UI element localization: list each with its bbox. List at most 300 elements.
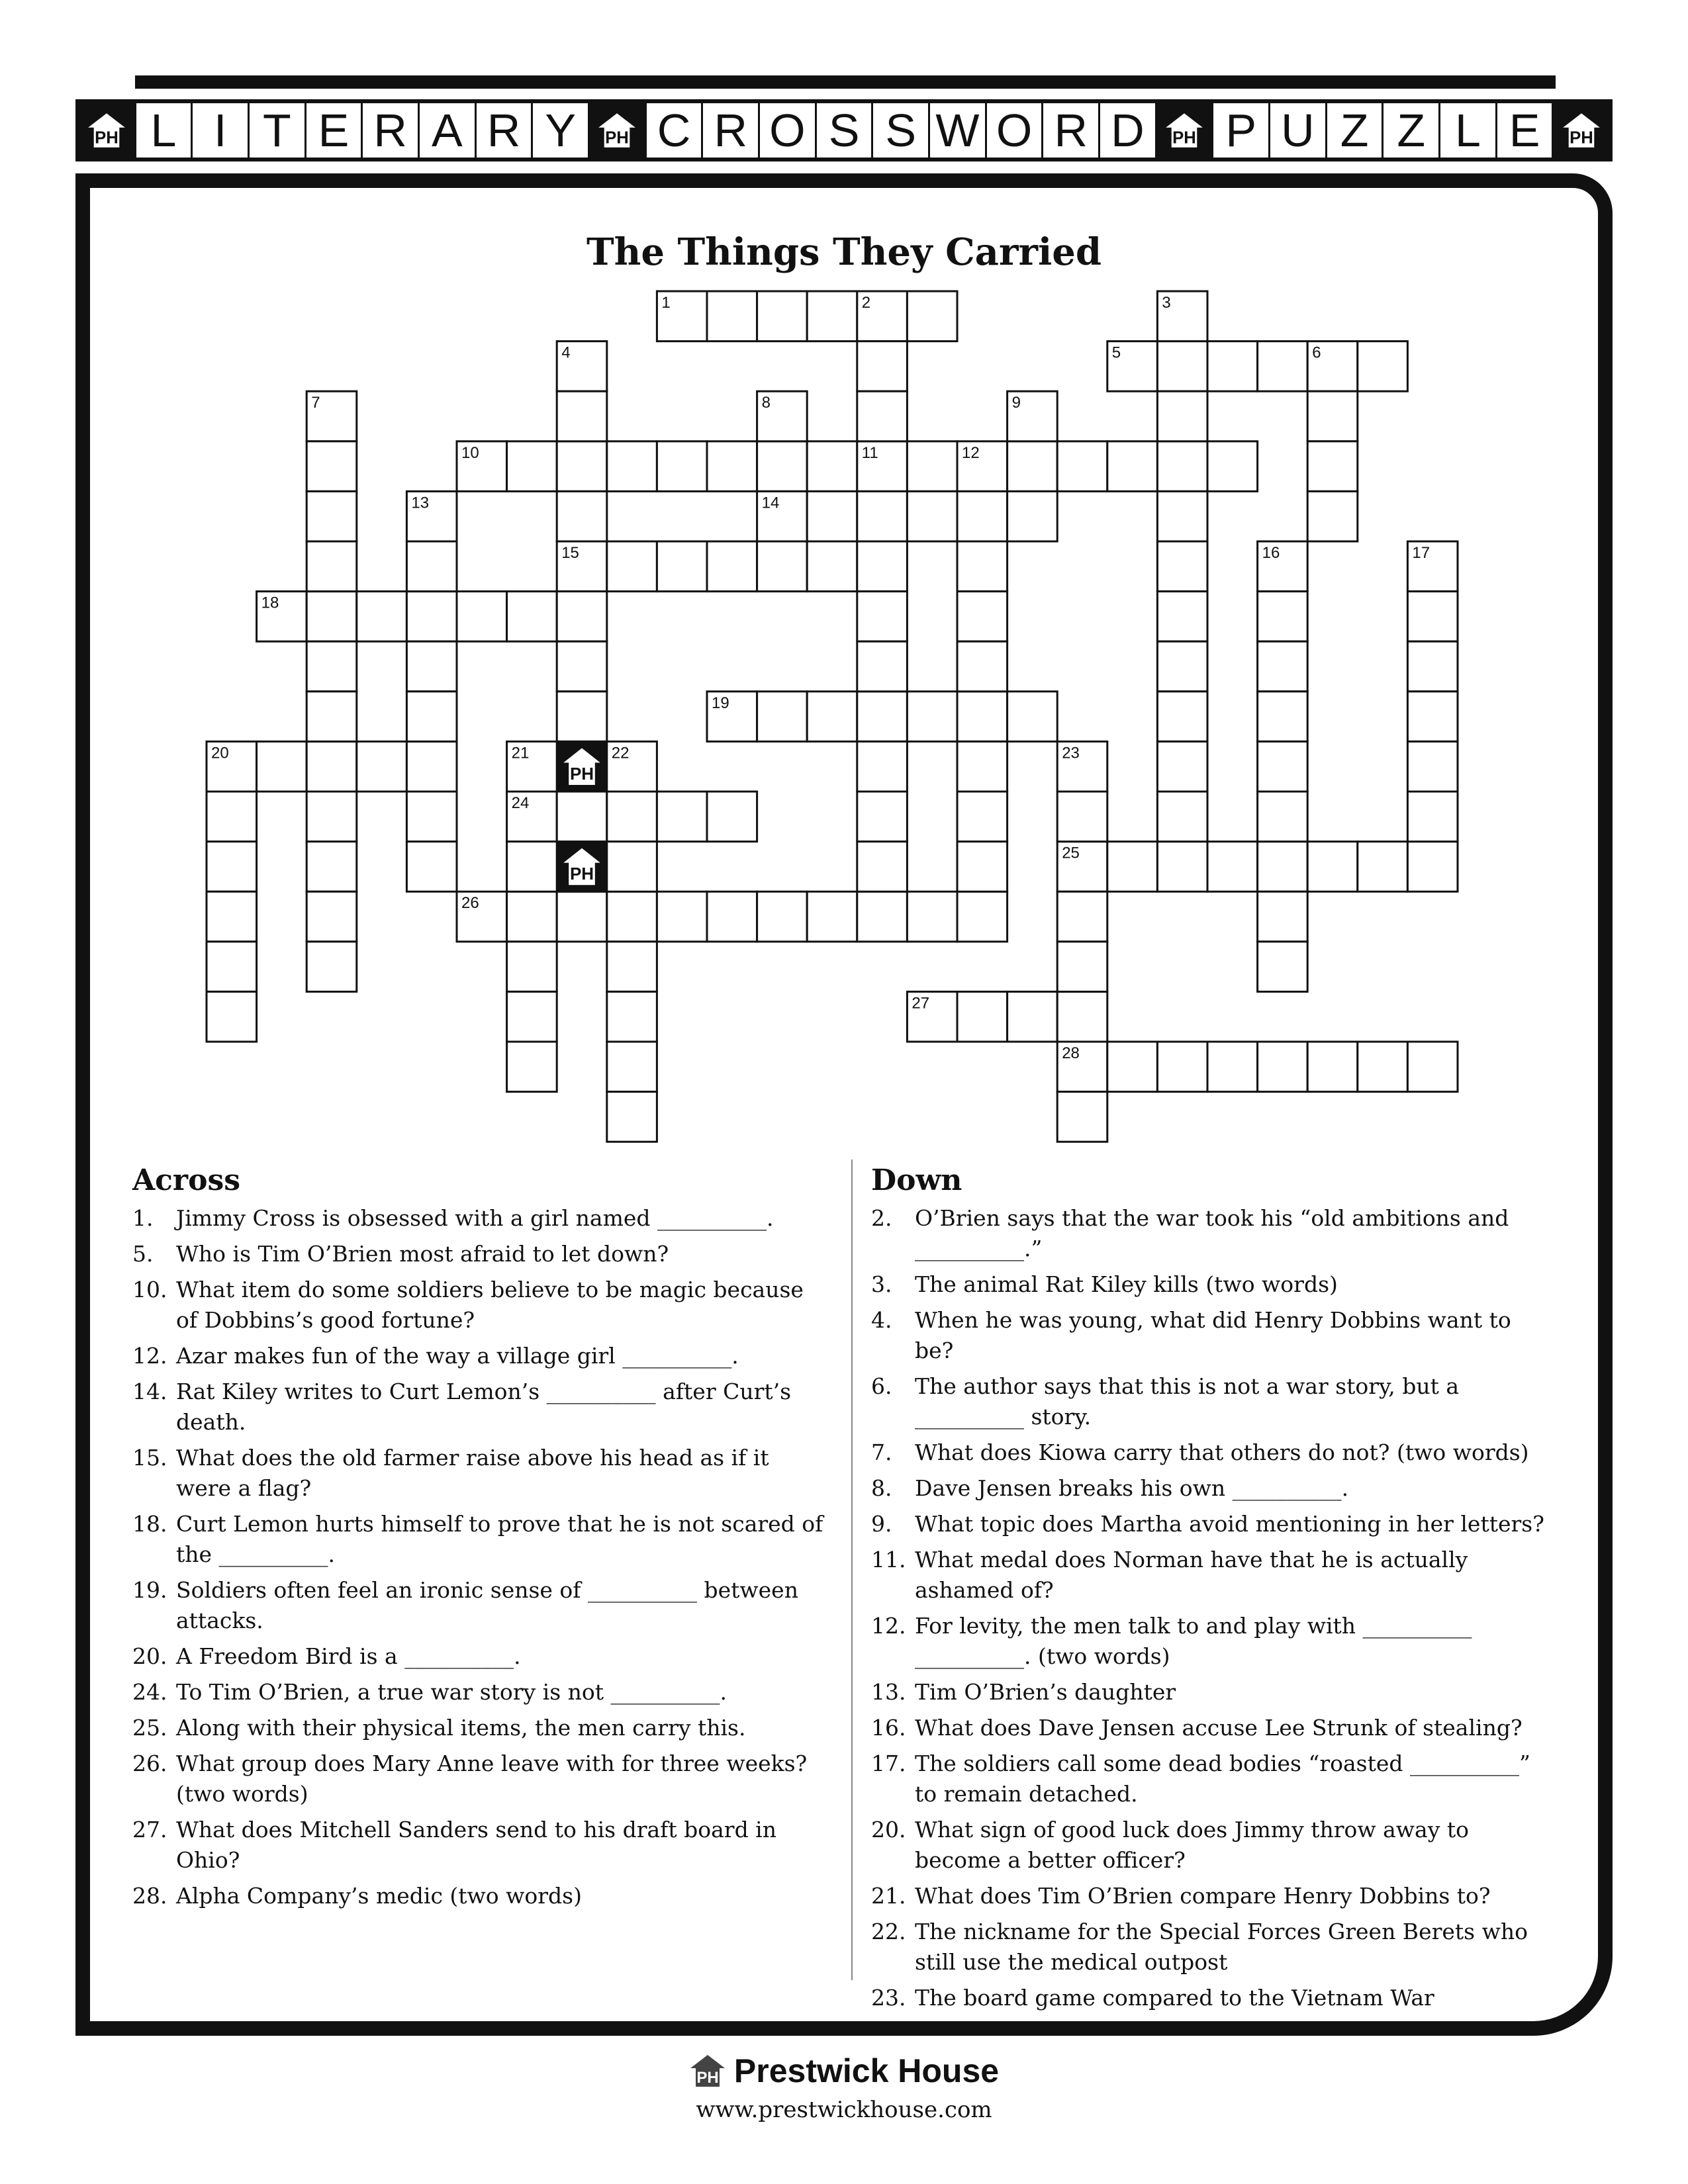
grid-cell[interactable] bbox=[1258, 741, 1308, 792]
clue-text: When he was young, what did Henry Dobbins want to be? bbox=[915, 1307, 1511, 1363]
grid-cell[interactable] bbox=[457, 592, 507, 642]
clue-text: What medal does Norman have that he is actually ashamed of? bbox=[915, 1547, 1468, 1603]
clue-number: 4. bbox=[871, 1307, 892, 1333]
grid-cell[interactable] bbox=[707, 291, 757, 341]
banner-letter: I bbox=[193, 103, 250, 158]
grid-cell[interactable] bbox=[1057, 1092, 1107, 1142]
grid-cell[interactable] bbox=[607, 541, 657, 592]
banner-letter: T bbox=[250, 103, 306, 158]
grid-cell[interactable] bbox=[1407, 592, 1458, 642]
across-clue bbox=[132, 1341, 827, 1371]
clue-number: 28. bbox=[132, 1883, 167, 1909]
grid-cell[interactable] bbox=[1157, 641, 1207, 692]
grid-number: 25 bbox=[1062, 844, 1080, 862]
clue-number: 21. bbox=[871, 1883, 906, 1909]
grid-cell[interactable] bbox=[957, 592, 1008, 642]
grid-cell[interactable] bbox=[707, 541, 757, 592]
grid-cell[interactable] bbox=[306, 541, 357, 592]
grid-number: 24 bbox=[511, 794, 530, 812]
clue-number: 14. bbox=[132, 1379, 167, 1404]
down-clue bbox=[871, 1815, 1553, 1876]
grid-cell[interactable] bbox=[1008, 991, 1058, 1042]
across-clue bbox=[132, 1509, 827, 1570]
grid-cell[interactable] bbox=[757, 541, 808, 592]
clue-text: What topic does Martha avoid mentioning in her letters? bbox=[915, 1511, 1544, 1537]
grid-cell[interactable] bbox=[707, 792, 757, 842]
grid-cell[interactable] bbox=[1307, 391, 1358, 441]
grid-cell[interactable] bbox=[1407, 641, 1458, 692]
clue-text: What does the old farmer raise above his head as if it were a flag? bbox=[176, 1445, 769, 1501]
grid-cell[interactable] bbox=[807, 491, 857, 541]
across-clue bbox=[132, 1641, 827, 1672]
grid-cell[interactable] bbox=[1157, 741, 1207, 792]
grid-cell[interactable] bbox=[557, 891, 607, 942]
clue-number: 5. bbox=[132, 1241, 154, 1267]
grid-cell[interactable] bbox=[1157, 441, 1207, 492]
footer-brand: Prestwick House bbox=[733, 2052, 1000, 2089]
down-clue bbox=[871, 1305, 1553, 1366]
clue-text: To Tim O’Brien, a true war story is not __________. bbox=[176, 1679, 727, 1705]
grid-cell[interactable] bbox=[707, 891, 757, 942]
grid-cell[interactable] bbox=[1157, 692, 1207, 742]
grid-cell[interactable] bbox=[807, 692, 857, 742]
grid-cell[interactable] bbox=[957, 891, 1008, 942]
grid-cell[interactable] bbox=[1407, 692, 1458, 742]
black-logo-square bbox=[557, 842, 607, 892]
across-clue bbox=[132, 1275, 827, 1336]
grid-cell[interactable] bbox=[207, 792, 257, 842]
grid-cell[interactable] bbox=[657, 891, 707, 942]
banner-letter: R bbox=[477, 103, 534, 158]
banner-letter: L bbox=[136, 103, 193, 158]
grid-number: 13 bbox=[411, 494, 430, 512]
grid-cell[interactable] bbox=[1107, 441, 1158, 492]
clue-text: What sign of good luck does Jimmy throw away to become a better officer? bbox=[915, 1817, 1469, 1873]
down-clue bbox=[871, 1881, 1553, 1911]
grid-cell[interactable] bbox=[1157, 842, 1207, 892]
grid-number: 11 bbox=[861, 443, 878, 462]
grid-cell[interactable] bbox=[1008, 491, 1058, 541]
grid-cell[interactable] bbox=[957, 842, 1008, 892]
grid-cell[interactable] bbox=[306, 741, 357, 792]
clue-text: Curt Lemon hurts himself to prove that he is not scared of the __________. bbox=[176, 1511, 823, 1567]
clue-number: 8. bbox=[871, 1475, 892, 1501]
grid-cell[interactable] bbox=[507, 592, 557, 642]
clue-text: The soldiers call some dead bodies “roasted __________” to remain detached. bbox=[915, 1751, 1530, 1807]
down-clue bbox=[871, 1371, 1553, 1432]
grid-cell[interactable] bbox=[1157, 391, 1207, 441]
clue-number: 26. bbox=[132, 1751, 167, 1776]
grid-cell[interactable] bbox=[1157, 341, 1207, 392]
grid-cell[interactable] bbox=[1307, 491, 1358, 541]
grid-number: 3 bbox=[1162, 294, 1171, 312]
clue-number: 15. bbox=[132, 1445, 167, 1471]
banner-letter: Z bbox=[1383, 103, 1440, 158]
grid-cell[interactable] bbox=[406, 541, 457, 592]
grid-cell[interactable] bbox=[957, 792, 1008, 842]
grid-cell[interactable] bbox=[557, 491, 607, 541]
grid-cell[interactable] bbox=[957, 991, 1008, 1042]
grid-number: 19 bbox=[712, 694, 729, 712]
grid-cell[interactable] bbox=[306, 441, 357, 492]
clue-text: The animal Rat Kiley kills (two words) bbox=[915, 1271, 1338, 1297]
svg-text:PH: PH bbox=[1569, 128, 1593, 148]
clue-text: Rat Kiley writes to Curt Lemon’s __________ after Curt’s death. bbox=[176, 1379, 792, 1435]
grid-number: 20 bbox=[211, 744, 229, 762]
grid-cell[interactable] bbox=[1258, 842, 1308, 892]
banner-letter: Y bbox=[533, 103, 590, 158]
clue-number: 18. bbox=[132, 1511, 167, 1537]
down-clue bbox=[871, 1545, 1553, 1606]
across-clue-list bbox=[132, 1203, 827, 1917]
grid-cell[interactable] bbox=[1157, 792, 1207, 842]
grid-cell[interactable] bbox=[657, 792, 707, 842]
banner-letter: R bbox=[703, 103, 760, 158]
banner-letter: L bbox=[1440, 103, 1497, 158]
clue-number: 22. bbox=[871, 1919, 906, 1944]
grid-cell[interactable] bbox=[857, 692, 908, 742]
grid-cell[interactable] bbox=[807, 291, 857, 341]
clue-number: 17. bbox=[871, 1751, 906, 1776]
grid-cell[interactable] bbox=[557, 692, 607, 742]
across-clue bbox=[132, 1881, 827, 1911]
grid-cell[interactable] bbox=[1107, 842, 1158, 892]
grid-cell[interactable] bbox=[406, 592, 457, 642]
clue-text: Azar makes fun of the way a village girl __________. bbox=[176, 1343, 739, 1369]
clue-text: Soldiers often feel an ironic sense of __________ between attacks. bbox=[176, 1577, 798, 1633]
grid-number: 5 bbox=[1111, 343, 1121, 362]
grid-cell[interactable] bbox=[807, 441, 857, 492]
grid-cell[interactable] bbox=[1258, 942, 1308, 992]
clue-text: Along with their physical items, the men carry this. bbox=[176, 1715, 746, 1741]
grid-cell[interactable] bbox=[1258, 891, 1308, 942]
grid-number: 4 bbox=[561, 343, 571, 362]
puzzle-title: The Things They Carried bbox=[586, 230, 1102, 274]
grid-cell[interactable] bbox=[757, 692, 808, 742]
down-clue bbox=[871, 1437, 1553, 1468]
grid-cell[interactable] bbox=[757, 891, 808, 942]
banner-letter: O bbox=[760, 103, 817, 158]
clue-text: A Freedom Bird is a __________. bbox=[176, 1643, 521, 1669]
grid-cell[interactable] bbox=[607, 991, 657, 1042]
grid-cell[interactable] bbox=[707, 441, 757, 492]
clue-number: 12. bbox=[132, 1343, 167, 1369]
across-clue bbox=[132, 1749, 827, 1809]
grid-cell[interactable] bbox=[1258, 592, 1308, 642]
banner-letter: A bbox=[420, 103, 477, 158]
grid-cell[interactable] bbox=[207, 942, 257, 992]
down-clue bbox=[871, 1611, 1553, 1672]
grid-cell[interactable] bbox=[507, 441, 557, 492]
clue-number: 20. bbox=[132, 1643, 167, 1669]
across-clue bbox=[132, 1443, 827, 1504]
clue-text: For levity, the men talk to and play with __________ __________. (two words) bbox=[915, 1613, 1472, 1669]
footer-url[interactable]: www.prestwickhouse.com bbox=[696, 2097, 992, 2123]
grid-cell[interactable] bbox=[957, 491, 1008, 541]
grid-cell[interactable] bbox=[1207, 341, 1258, 392]
clue-number: 19. bbox=[132, 1577, 167, 1603]
grid-cell[interactable] bbox=[1057, 891, 1107, 942]
banner-letter: E bbox=[1497, 103, 1554, 158]
grid-cell[interactable] bbox=[507, 891, 557, 942]
down-clue bbox=[871, 1749, 1553, 1809]
grid-cell[interactable] bbox=[1057, 991, 1107, 1042]
grid-cell[interactable] bbox=[557, 441, 607, 492]
grid-cell[interactable] bbox=[507, 942, 557, 992]
grid-number: 18 bbox=[261, 594, 279, 612]
grid-cell[interactable] bbox=[357, 741, 407, 792]
down-clue bbox=[871, 1203, 1553, 1264]
grid-number: 17 bbox=[1412, 544, 1430, 562]
grid-cell[interactable] bbox=[1107, 1042, 1158, 1092]
grid-cell[interactable] bbox=[1258, 792, 1308, 842]
clue-number: 12. bbox=[871, 1613, 906, 1639]
grid-cell[interactable] bbox=[1307, 1042, 1358, 1092]
grid-cell[interactable] bbox=[507, 1042, 557, 1092]
clue-number: 24. bbox=[132, 1679, 167, 1705]
grid-cell[interactable] bbox=[1258, 692, 1308, 742]
grid-cell[interactable] bbox=[657, 441, 707, 492]
grid-cell[interactable] bbox=[306, 592, 357, 642]
down-clue-list bbox=[871, 1203, 1553, 2019]
svg-text:PH: PH bbox=[95, 128, 119, 148]
grid-number: 1 bbox=[661, 294, 671, 312]
clue-number: 11. bbox=[871, 1547, 906, 1572]
grid-cell[interactable] bbox=[757, 441, 808, 492]
grid-cell[interactable] bbox=[907, 491, 957, 541]
grid-cell[interactable] bbox=[1207, 441, 1258, 492]
grid-cell[interactable] bbox=[557, 641, 607, 692]
banner-letter: U bbox=[1270, 103, 1327, 158]
grid-cell[interactable] bbox=[406, 692, 457, 742]
grid-cell[interactable] bbox=[1307, 441, 1358, 492]
grid-cell[interactable] bbox=[1057, 792, 1107, 842]
clue-text: What group does Mary Anne leave with for three weeks? (two words) bbox=[176, 1751, 808, 1807]
grid-cell[interactable] bbox=[607, 891, 657, 942]
clue-text: The nickname for the Special Forces Green Berets who still use the medical outpost bbox=[915, 1919, 1528, 1975]
clue-number: 16. bbox=[871, 1715, 906, 1741]
clue-text: O’Brien says that the war took his “old ambitions and __________.” bbox=[915, 1205, 1509, 1261]
grid-cell[interactable] bbox=[857, 792, 908, 842]
down-clue bbox=[871, 1983, 1553, 2013]
grid-cell[interactable] bbox=[1157, 1042, 1207, 1092]
banner-letter: R bbox=[1043, 103, 1100, 158]
grid-number: 28 bbox=[1062, 1044, 1080, 1062]
clue-number: 1. bbox=[132, 1205, 154, 1231]
svg-text:PH: PH bbox=[696, 2069, 719, 2087]
down-clue bbox=[871, 1509, 1553, 1539]
prestwick-house-icon bbox=[689, 2052, 726, 2089]
across-clue bbox=[132, 1575, 827, 1636]
grid-cell[interactable] bbox=[907, 441, 957, 492]
grid-cell[interactable] bbox=[1057, 942, 1107, 992]
clue-number: 9. bbox=[871, 1511, 892, 1537]
grid-cell[interactable] bbox=[907, 291, 957, 341]
svg-text:PH: PH bbox=[1172, 128, 1196, 148]
grid-cell[interactable] bbox=[857, 842, 908, 892]
grid-cell[interactable] bbox=[1407, 741, 1458, 792]
clue-number: 23. bbox=[871, 1985, 906, 2011]
grid-cell[interactable] bbox=[406, 741, 457, 792]
clue-number: 25. bbox=[132, 1715, 167, 1741]
clue-number: 27. bbox=[132, 1817, 167, 1843]
grid-cell[interactable] bbox=[1358, 842, 1408, 892]
grid-cell[interactable] bbox=[857, 641, 908, 692]
grid-cell[interactable] bbox=[857, 891, 908, 942]
grid-cell[interactable] bbox=[306, 942, 357, 992]
grid-cell[interactable] bbox=[1157, 541, 1207, 592]
grid-cell[interactable] bbox=[957, 692, 1008, 742]
clue-text: The author says that this is not a war story, but a __________ story. bbox=[915, 1373, 1460, 1430]
across-heading: Across bbox=[132, 1163, 241, 1197]
grid-cell[interactable] bbox=[1358, 341, 1408, 392]
grid-cell[interactable] bbox=[1258, 641, 1308, 692]
grid-cell[interactable] bbox=[1258, 341, 1308, 392]
grid-cell[interactable] bbox=[507, 842, 557, 892]
banner-letter: D bbox=[1100, 103, 1157, 158]
grid-cell[interactable] bbox=[257, 741, 307, 792]
clue-text: What does Dave Jensen accuse Lee Strunk of stealing? bbox=[915, 1715, 1523, 1741]
grid-number: 23 bbox=[1062, 744, 1080, 762]
clue-number: 20. bbox=[871, 1817, 906, 1843]
down-clue bbox=[871, 1473, 1553, 1504]
clue-number: 3. bbox=[871, 1271, 892, 1297]
grid-number: 9 bbox=[1011, 394, 1021, 412]
banner-letter: S bbox=[873, 103, 930, 158]
grid-cell[interactable] bbox=[957, 741, 1008, 792]
across-clue bbox=[132, 1377, 827, 1437]
banner-letter: W bbox=[930, 103, 987, 158]
grid-cell[interactable] bbox=[1407, 842, 1458, 892]
banner-letter: S bbox=[817, 103, 874, 158]
grid-cell[interactable] bbox=[507, 991, 557, 1042]
grid-number: 14 bbox=[761, 494, 780, 512]
across-clue bbox=[132, 1815, 827, 1876]
grid-cell[interactable] bbox=[857, 341, 908, 392]
grid-cell[interactable] bbox=[857, 391, 908, 441]
grid-cell[interactable] bbox=[207, 891, 257, 942]
grid-number: 16 bbox=[1262, 544, 1280, 562]
clue-number: 7. bbox=[871, 1439, 892, 1465]
grid-number: 27 bbox=[912, 994, 930, 1013]
grid-cell[interactable] bbox=[607, 842, 657, 892]
grid-cell[interactable] bbox=[607, 1092, 657, 1142]
grid-cell[interactable] bbox=[907, 891, 957, 942]
grid-cell[interactable] bbox=[406, 792, 457, 842]
grid-cell[interactable] bbox=[857, 592, 908, 642]
grid-number: 2 bbox=[861, 294, 871, 312]
grid-cell[interactable] bbox=[306, 891, 357, 942]
grid-cell[interactable] bbox=[807, 891, 857, 942]
clue-text: What does Kiowa carry that others do not? (two words) bbox=[915, 1439, 1529, 1465]
grid-cell[interactable] bbox=[807, 541, 857, 592]
svg-text:PH: PH bbox=[569, 764, 594, 784]
column-divider bbox=[851, 1160, 853, 1980]
grid-cell[interactable] bbox=[1407, 1042, 1458, 1092]
grid-cell[interactable] bbox=[857, 541, 908, 592]
clue-text: What does Tim O’Brien compare Henry Dobbins to? bbox=[915, 1883, 1491, 1909]
grid-cell[interactable] bbox=[607, 942, 657, 992]
clue-text: Dave Jensen breaks his own __________. bbox=[915, 1475, 1349, 1501]
grid-cell[interactable] bbox=[1207, 1042, 1258, 1092]
banner-letter: E bbox=[306, 103, 363, 158]
clue-text: What item do some soldiers believe to be magic because of Dobbins’s good fortune? bbox=[176, 1277, 804, 1333]
down-clue bbox=[871, 1713, 1553, 1743]
clue-text: What does Mitchell Sanders send to his draft board in Ohio? bbox=[176, 1817, 776, 1873]
grid-cell[interactable] bbox=[306, 692, 357, 742]
grid-number: 21 bbox=[511, 744, 530, 762]
footer-logo bbox=[0, 2052, 1688, 2090]
grid-cell[interactable] bbox=[207, 991, 257, 1042]
grid-cell[interactable] bbox=[1407, 792, 1458, 842]
grid-cell[interactable] bbox=[557, 592, 607, 642]
grid-cell[interactable] bbox=[1157, 491, 1207, 541]
grid-cell[interactable] bbox=[306, 792, 357, 842]
across-clue bbox=[132, 1713, 827, 1743]
grid-cell[interactable] bbox=[957, 641, 1008, 692]
grid-cell[interactable] bbox=[406, 641, 457, 692]
clue-text: Alpha Company’s medic (two words) bbox=[176, 1883, 582, 1909]
grid-number: 8 bbox=[761, 394, 771, 412]
grid-cell[interactable] bbox=[306, 641, 357, 692]
grid-cell[interactable] bbox=[357, 592, 407, 642]
grid-cell[interactable] bbox=[757, 291, 808, 341]
clue-text: Who is Tim O’Brien most afraid to let down? bbox=[176, 1241, 669, 1267]
grid-cell[interactable] bbox=[1358, 1042, 1408, 1092]
black-logo-square bbox=[557, 741, 607, 792]
across-clue bbox=[132, 1203, 827, 1234]
grid-cell[interactable] bbox=[1008, 692, 1058, 742]
grid-cell[interactable] bbox=[557, 391, 607, 441]
grid-cell[interactable] bbox=[1008, 441, 1058, 492]
grid-cell[interactable] bbox=[957, 541, 1008, 592]
clue-text: Jimmy Cross is obsessed with a girl named __________. bbox=[176, 1205, 774, 1231]
grid-cell[interactable] bbox=[1258, 1042, 1308, 1092]
down-heading: Down bbox=[871, 1163, 962, 1197]
grid-cell[interactable] bbox=[607, 1042, 657, 1092]
grid-cell[interactable] bbox=[857, 491, 908, 541]
grid-number: 22 bbox=[611, 744, 630, 762]
grid-cell[interactable] bbox=[406, 842, 457, 892]
grid-number: 15 bbox=[561, 544, 579, 562]
grid-number: 7 bbox=[311, 394, 320, 412]
grid-cell[interactable] bbox=[857, 741, 908, 792]
down-clue bbox=[871, 1269, 1553, 1300]
clue-number: 2. bbox=[871, 1205, 892, 1231]
grid-cell[interactable] bbox=[1057, 441, 1107, 492]
grid-cell[interactable] bbox=[607, 792, 657, 842]
banner-letter: P bbox=[1213, 103, 1270, 158]
banner-letter: O bbox=[987, 103, 1044, 158]
grid-cell[interactable] bbox=[306, 842, 357, 892]
grid-cell[interactable] bbox=[207, 842, 257, 892]
grid-cell[interactable] bbox=[907, 692, 957, 742]
across-clue bbox=[132, 1239, 827, 1269]
grid-cell[interactable] bbox=[1307, 842, 1358, 892]
grid-cell[interactable] bbox=[1157, 592, 1207, 642]
grid-cell[interactable] bbox=[657, 541, 707, 592]
svg-text:PH: PH bbox=[605, 128, 630, 148]
grid-cell[interactable] bbox=[306, 491, 357, 541]
down-clue bbox=[871, 1917, 1553, 1978]
grid-cell[interactable] bbox=[607, 441, 657, 492]
clue-number: 10. bbox=[132, 1277, 167, 1302]
clue-number: 13. bbox=[871, 1679, 906, 1705]
banner-letter: C bbox=[647, 103, 704, 158]
grid-cell[interactable] bbox=[1207, 842, 1258, 892]
clue-number: 6. bbox=[871, 1373, 892, 1399]
grid-cell[interactable] bbox=[557, 792, 607, 842]
